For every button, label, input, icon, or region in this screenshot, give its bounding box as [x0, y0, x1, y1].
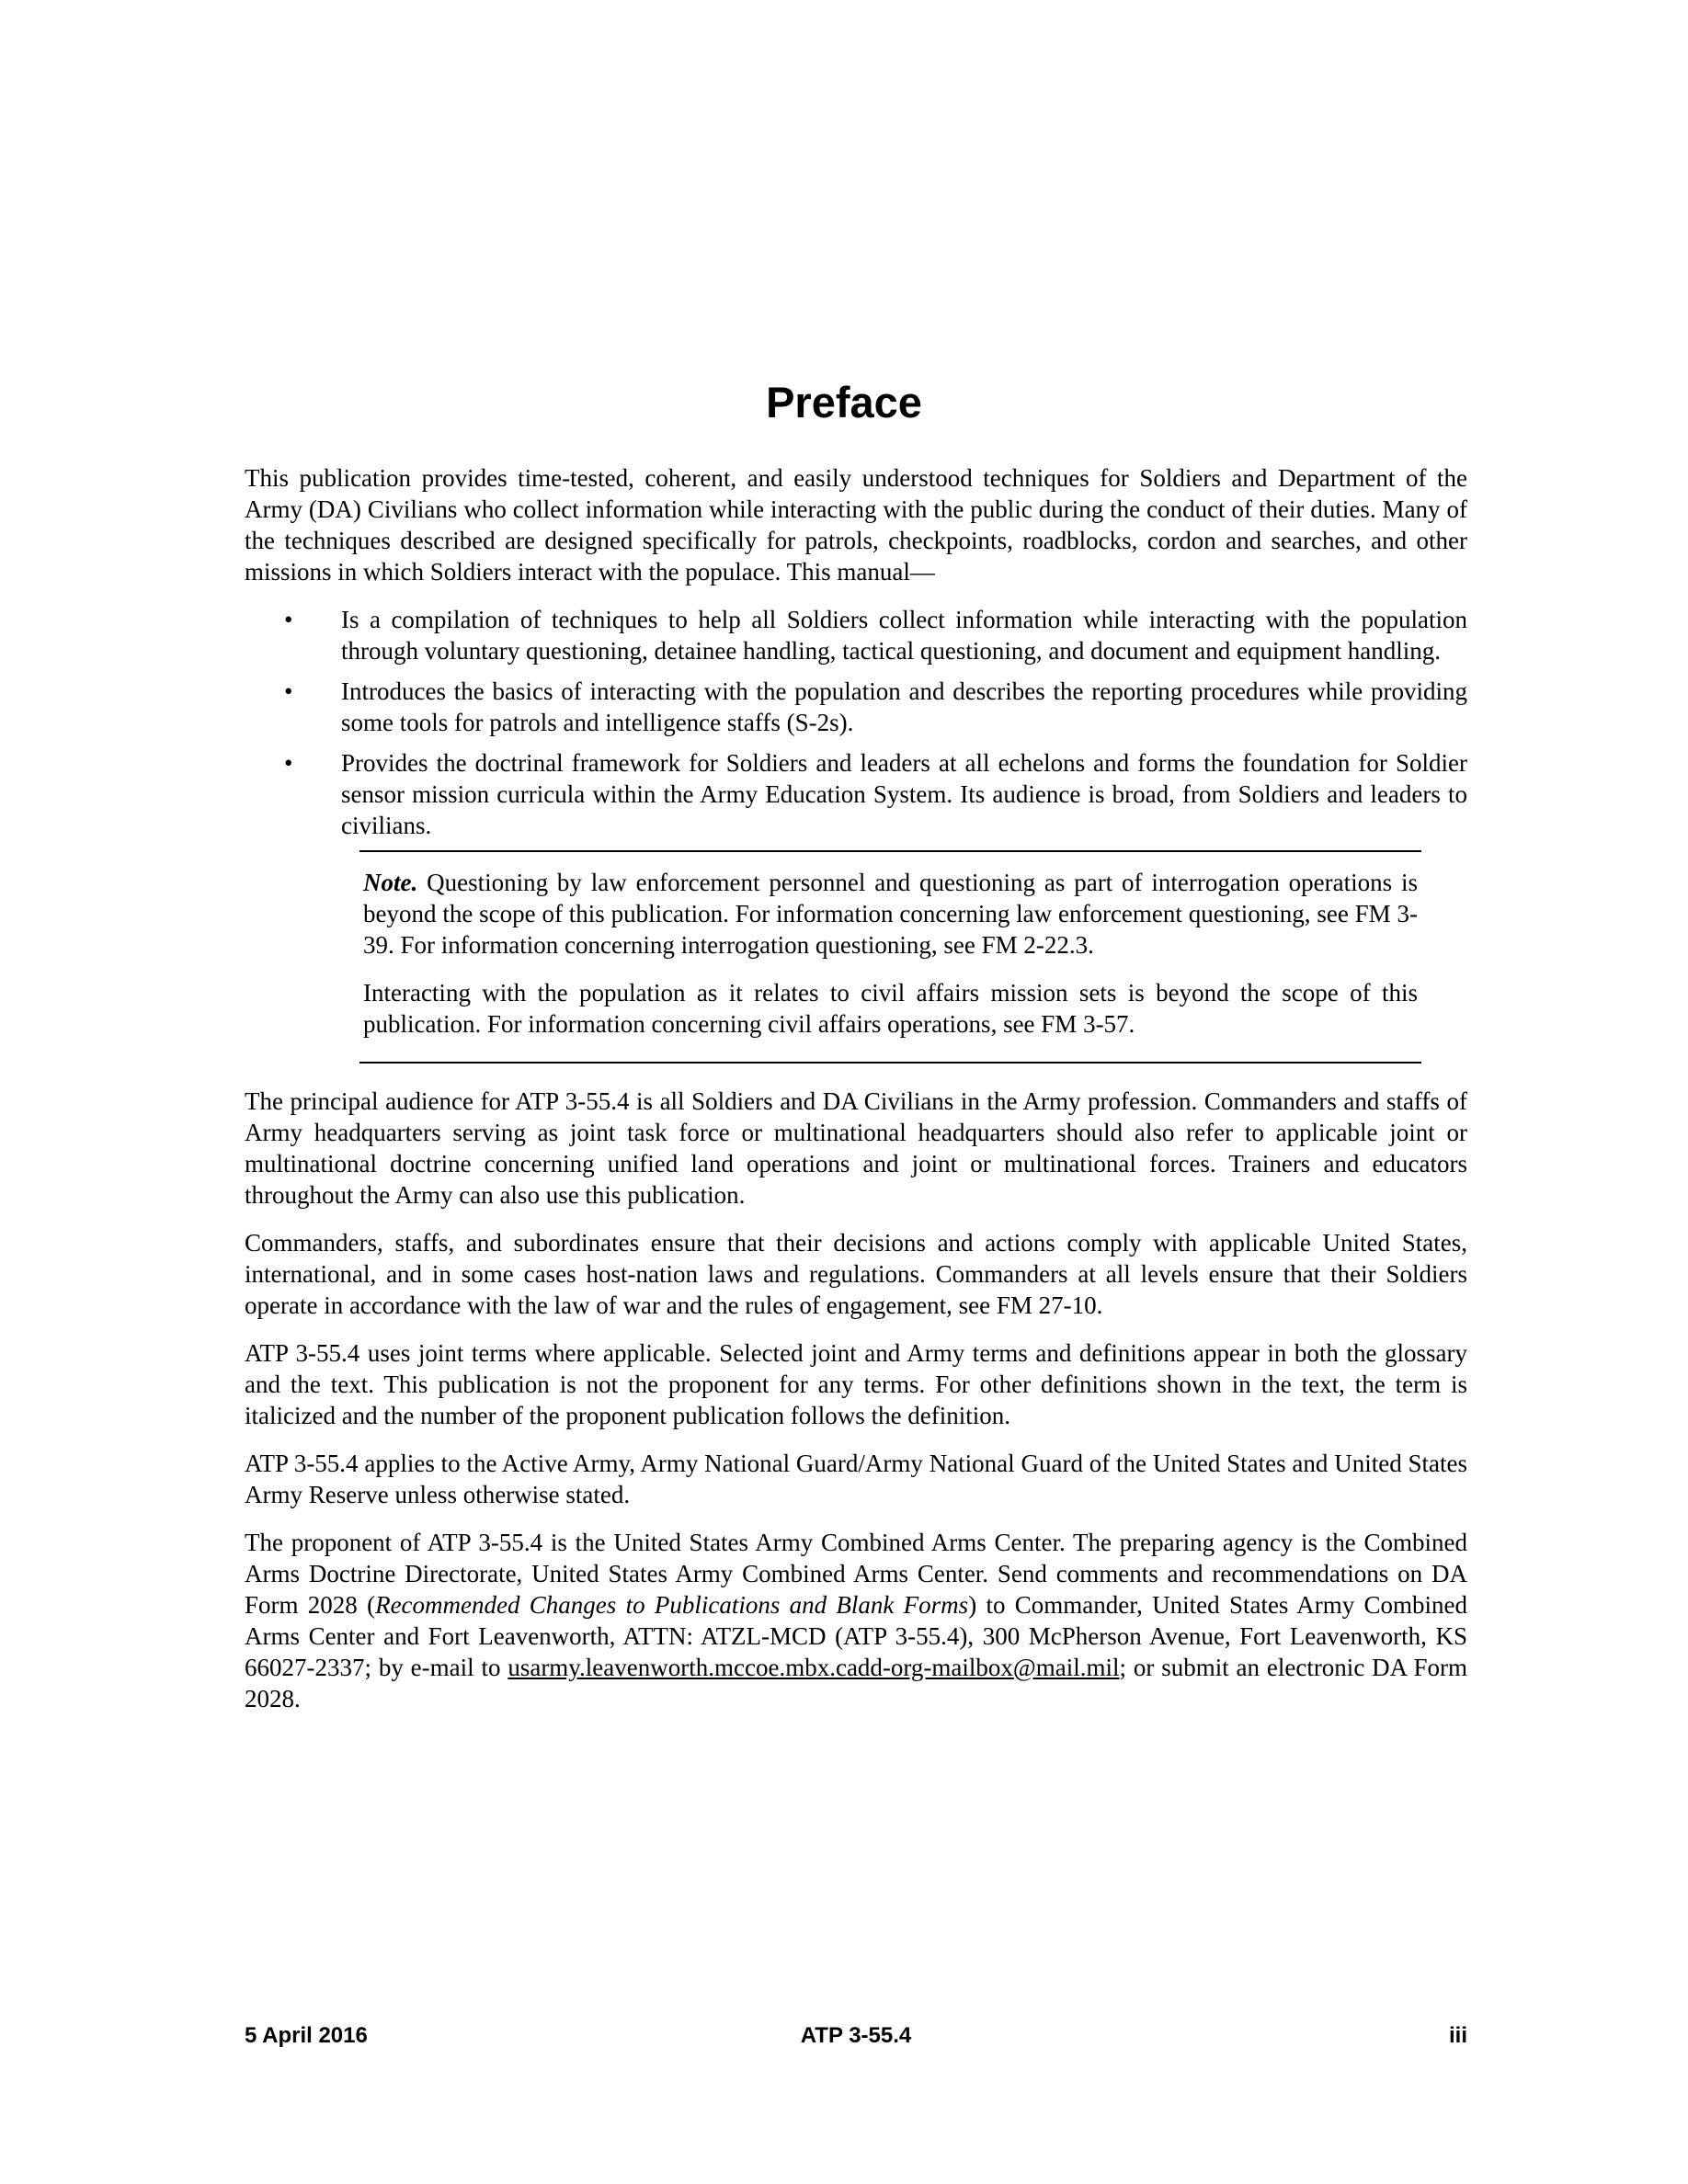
email-link[interactable]: usarmy.leavenworth.mccoe.mbx.cadd-org-mailbox@mail.mil: [508, 1654, 1120, 1681]
terms-paragraph: ATP 3-55.4 uses joint terms where applicable. Selected joint and Army terms and definitions appear in both the glossary and the text. This publication is not the proponent for any terms. For other definitions shown in the text, the term is italicized and the number of the proponent publication follows the definition.: [245, 1339, 1467, 1429]
page-title: Preface: [766, 378, 922, 427]
proponent-text-2: ) to Commander, United States Army Combined Arms Center and Fort Leavenworth, ATTN: ATZL-MCD (ATP 3-55.4), 300 McPherson Avenue, Fort Leavenworth, KS 66027-2337; by e-mail to: [245, 1591, 1468, 1681]
list-item-text: Introduces the basics of interacting with the population and describes the reporting procedures while providing some tools for patrols and intelligence staffs (S-2s).: [341, 677, 1467, 736]
footer-date: 5 April 2016: [245, 2023, 368, 2048]
list-item: [284, 676, 1467, 738]
list-item-text: Is a compilation of techniques to help all Soldiers collect information while interacting with the population through voluntary questioning, detainee handling, tactical questioning, and document and equipment handling.: [341, 606, 1467, 665]
list-item: [284, 747, 1467, 841]
note-box: [359, 850, 1421, 1064]
list-item-text: Provides the doctrinal framework for Soldiers and leaders at all echelons and forms the foundation for Soldier sensor mission curricula within the Army Education System. Its audience is broad, from Soldiers and leaders to civilians.: [341, 749, 1467, 839]
body-content: [245, 462, 1467, 1731]
bullet-icon: •: [284, 606, 293, 633]
note-paragraph: [363, 867, 1418, 961]
note-label: Note.: [363, 869, 418, 896]
applicability-paragraph: ATP 3-55.4 applies to the Active Army, Army National Guard/Army National Guard of the United States and United States Army Reserve unless otherwise stated.: [245, 1450, 1467, 1508]
proponent-paragraph: [245, 1527, 1467, 1714]
manual-bullet-list: [245, 604, 1467, 841]
form-title: Recommended Changes to Publications and Blank Forms: [375, 1591, 969, 1619]
compliance-paragraph: Commanders, staffs, and subordinates ensure that their decisions and actions comply with applicable United States, international, and in some cases host-nation laws and regulations. Commanders at all levels ensure that their Soldiers operate in accordance with the law of war and the rules of engagement, see FM 27-10.: [245, 1229, 1467, 1319]
list-item: [284, 604, 1467, 666]
audience-paragraph: The principal audience for ATP 3-55.4 is all Soldiers and DA Civilians in the Army profession. Commanders and staffs of Army headquarters serving as joint task force or multinational headquarters should also refer to applicable joint or multinational doctrine concerning unified land operations and joint or multinational forces. Trainers and educators throughout the Army can also use this publication.: [245, 1087, 1467, 1209]
intro-paragraph: This publication provides time-tested, coherent, and easily understood techniques for Soldiers and Department of the Army (DA) Civilians who collect information while interacting with the public during the conduct of their duties. Many of the techniques described are designed specifically for patrols, checkpoints, roadblocks, cordon and searches, and other missions in which Soldiers interact with the populace. This manual—: [245, 464, 1467, 586]
footer-page-number: iii: [1448, 2023, 1467, 2048]
proponent-text-3: ; or submit an electronic DA Form 2028.: [245, 1654, 1467, 1712]
bullet-icon: •: [284, 677, 293, 705]
footer-publication: ATP 3-55.4: [800, 2023, 912, 2048]
note-paragraph-2: Interacting with the population as it relates to civil affairs mission sets is beyond the scope of this publication. For information concerning civil affairs operations, see FM 3-57.: [363, 979, 1418, 1038]
proponent-text-1: The proponent of ATP 3-55.4 is the United States Army Combined Arms Center. The preparing agency is the Combined Arms Doctrine Directorate, United States Army Combined Arms Center. Send comments and recommendations on DA Form 2028 (: [245, 1529, 1467, 1619]
bullet-icon: •: [284, 749, 293, 777]
note-text: Questioning by law enforcement personnel and questioning as part of interrogation operations is beyond the scope of this publication. For information concerning law enforcement questioning, see FM 3-39. For information concerning interrogation questioning, see FM 2-22.3.: [363, 869, 1419, 959]
